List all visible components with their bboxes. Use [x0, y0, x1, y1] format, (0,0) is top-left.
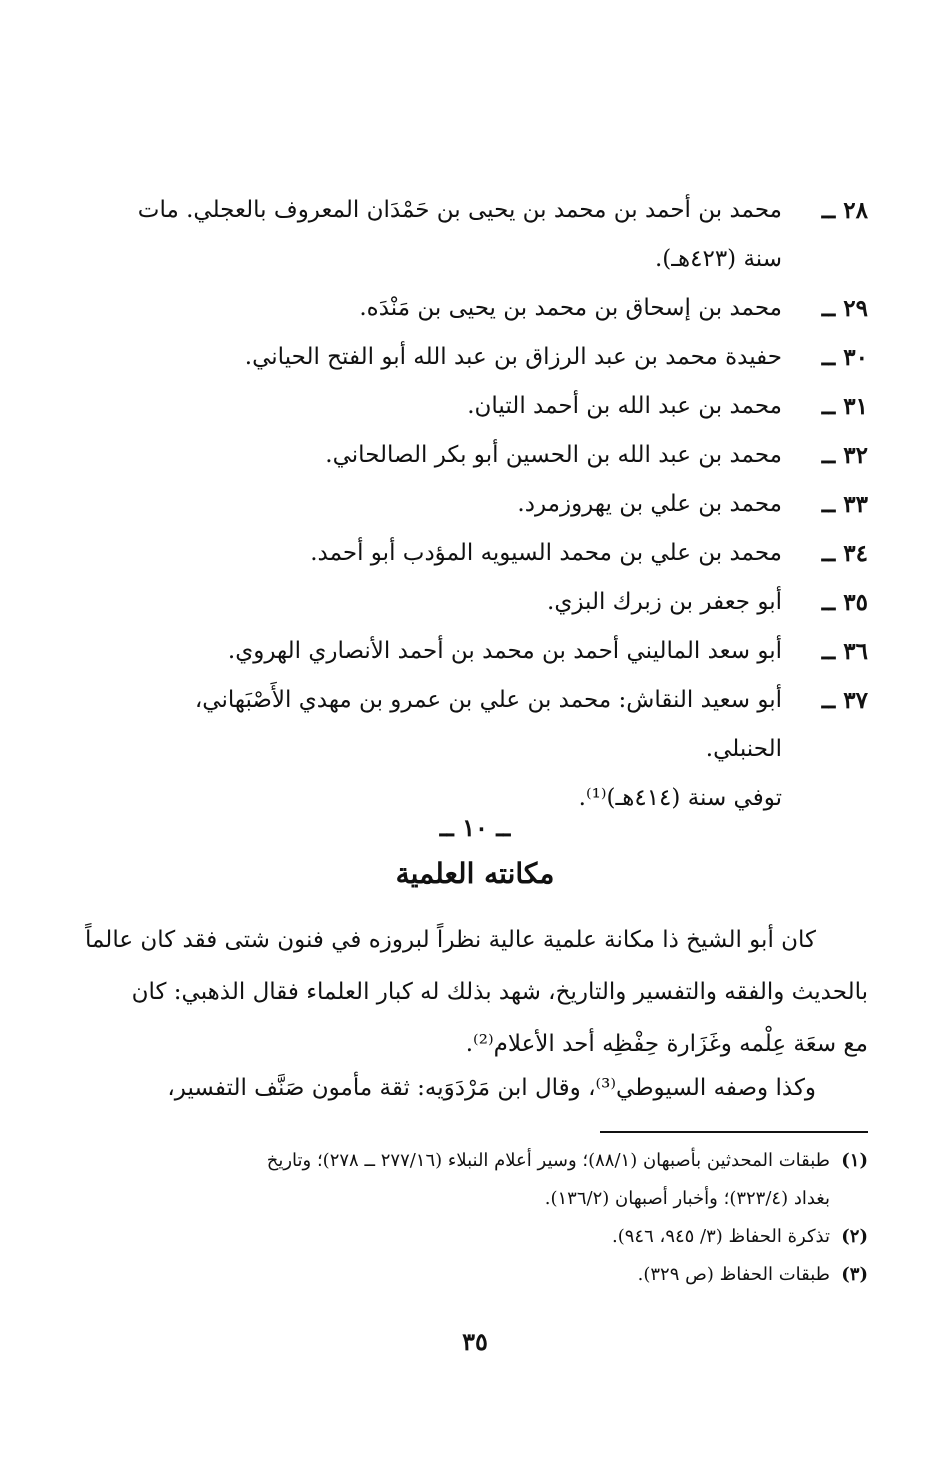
item-number: ٣٣ ــ [821, 491, 868, 518]
item-line: محمد بن إسحاق بن محمد بن يحيى بن مَنْدَه. [359, 295, 782, 321]
list-item [112, 529, 868, 578]
item-line: محمد بن عبد الله بن أحمد التيان. [467, 393, 782, 419]
item-line: أبو سعد الماليني أحمد بن محمد بن أحمد الأنصاري الهروي. [227, 638, 782, 664]
footnote-text [150, 1218, 830, 1256]
paragraph-line: وكذا وصفه السيوطي⁽³⁾، وقال ابن مَرْدَوَيه: ثقة مأمون صَنَّف التفسير، [167, 1075, 816, 1101]
footnote-text [150, 1142, 830, 1218]
item-number: ٢٩ ــ [821, 295, 868, 322]
footnote [150, 1142, 868, 1218]
item-line: أبو سعيد النقاش: محمد بن علي بن عمرو بن مهدي الأَصْبَهاني، الحنبلي. [194, 687, 782, 762]
page-number: ٣٥ [462, 1327, 488, 1356]
item-line: محمد بن أحمد بن محمد بن يحيى بن حَمْدَان المعروف بالعجلي. مات [137, 197, 782, 223]
list-item [112, 431, 868, 480]
item-number: ٣٥ ــ [821, 589, 868, 616]
item-text [112, 431, 782, 480]
footnote-line: تذكرة الحفاظ (٣/ ٩٤٥، ٩٤٦). [612, 1226, 830, 1247]
list-item [112, 333, 868, 382]
item-text [112, 480, 782, 529]
item-line: سنة (٤٢٣هـ). [654, 246, 782, 272]
item-text [112, 529, 782, 578]
item-text [112, 578, 782, 627]
footnote-number: (٣) [841, 1264, 868, 1285]
footnote-line: بغداد (٣٢٣/٤)؛ وأخبار أصبهان (١٣٦/٢). [544, 1188, 830, 1209]
item-number: ٣٤ ــ [821, 540, 868, 567]
item-line: محمد بن علي بن محمد السيويه المؤدب أبو أحمد. [310, 540, 782, 566]
narrators-list [112, 186, 868, 823]
item-number: ٣٧ ــ [821, 687, 868, 714]
paragraph-line: بالحديث والفقه والتفسير والتاريخ، شهد بذلك له كبار العلماء فقال الذهبي: كان [131, 979, 868, 1005]
section-number: ــ ١٠ ــ [439, 813, 511, 842]
item-text [112, 284, 782, 333]
item-number: ٢٨ ــ [821, 197, 868, 224]
list-item [112, 186, 868, 284]
list-item [112, 480, 868, 529]
item-line: محمد بن عبد الله بن الحسين أبو بكر الصالحاني. [325, 442, 782, 468]
footnote-number: (١) [841, 1150, 868, 1171]
item-text [112, 186, 782, 284]
footnote [150, 1256, 868, 1294]
body-paragraph [112, 1062, 868, 1114]
list-item [112, 382, 868, 431]
item-line: توفي سنة (٤١٤هـ)⁽¹⁾. [578, 785, 782, 811]
section-title: مكانته العلمية [395, 857, 555, 890]
footnote-number: (٢) [841, 1226, 868, 1247]
footnote-divider [600, 1131, 868, 1133]
item-text [112, 333, 782, 382]
paragraph-line: كان أبو الشيخ ذا مكانة علمية عالية نظراً لبروزه في فنون شتى فقد كان عالماً [85, 927, 816, 953]
item-number: ٣٦ ــ [821, 638, 868, 665]
footnote-line: طبقات المحدثين بأصبهان (٨٨/١)؛ وسير أعلام النبلاء (٢٧٧/١٦ ــ ٢٧٨)؛ وتاريخ [266, 1150, 830, 1171]
item-text [112, 382, 782, 431]
body-paragraph [85, 914, 868, 1070]
item-text [112, 627, 782, 676]
list-item [112, 578, 868, 627]
footnote-line: طبقات الحفاظ (ص ٣٢٩). [637, 1264, 830, 1285]
item-line: أبو جعفر بن زبرك البزي. [547, 589, 782, 615]
footnotes [150, 1142, 868, 1294]
list-item [112, 284, 868, 333]
paragraph-line: مع سعَة عِلْمه وغَزَارة حِفْظِه أحد الأعلام⁽²⁾. [465, 1031, 868, 1057]
item-line: محمد بن علي بن يهروزمرد. [517, 491, 782, 517]
item-line: حفيدة محمد بن عبد الرزاق بن عبد الله أبو الفتح الحياني. [244, 344, 782, 370]
list-item [112, 676, 868, 823]
footnote [150, 1218, 868, 1256]
item-number: ٣١ ــ [821, 393, 868, 420]
footnote-text [150, 1256, 830, 1294]
list-item [112, 627, 868, 676]
item-number: ٣٠ ــ [821, 344, 868, 371]
item-text [112, 676, 782, 823]
item-number: ٣٢ ــ [821, 442, 868, 469]
